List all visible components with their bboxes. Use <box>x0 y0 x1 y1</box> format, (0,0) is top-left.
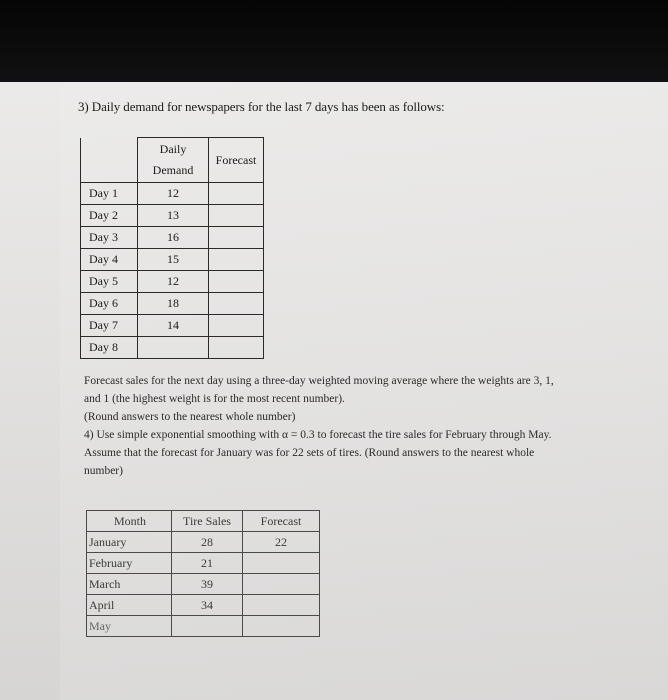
header-forecast: Forecast <box>243 511 320 532</box>
forecast-cell[interactable] <box>243 553 320 574</box>
forecast-cell[interactable] <box>209 337 264 359</box>
table-row <box>87 574 320 595</box>
day-cell: Day 4 <box>81 249 138 271</box>
forecast-cell[interactable] <box>243 574 320 595</box>
sales-cell <box>172 616 243 637</box>
forecast-cell[interactable] <box>209 227 264 249</box>
demand-cell: 16 <box>138 227 209 249</box>
month-cell: April <box>87 595 172 616</box>
q4-instruction-line: number) <box>84 465 123 477</box>
sales-cell: 39 <box>172 574 243 595</box>
day-cell: Day 5 <box>81 271 138 293</box>
table-row <box>81 293 264 315</box>
q3-instruction-line: Forecast sales for the next day using a three-day weighted moving average where the weights are 3, 1, <box>84 375 554 387</box>
header-daily-label: Daily <box>159 142 187 156</box>
table-row <box>81 315 264 337</box>
sales-cell: 28 <box>172 532 243 553</box>
demand-cell: 12 <box>138 271 209 293</box>
forecast-cell[interactable] <box>209 315 264 337</box>
header-demand-label: Demand <box>152 163 194 177</box>
q3-instruction-line: (Round answers to the nearest whole number) <box>84 411 296 423</box>
header-month: Month <box>87 511 172 532</box>
q4-instruction-line: Assume that the forecast for January was for 22 sets of tires. (Round answers to the nearest whole <box>84 447 535 459</box>
table-row <box>81 227 264 249</box>
forecast-cell[interactable] <box>209 271 264 293</box>
header-tire-sales: Tire Sales <box>172 511 243 532</box>
table-row <box>81 337 264 359</box>
table-row <box>87 553 320 574</box>
demand-cell: 15 <box>138 249 209 271</box>
header-daily-demand <box>138 138 209 183</box>
forecast-cell[interactable] <box>209 183 264 205</box>
sales-cell: 34 <box>172 595 243 616</box>
day-cell: Day 1 <box>81 183 138 205</box>
table-header-row <box>81 138 264 183</box>
newspaper-demand-table <box>80 137 264 359</box>
header-forecast: Forecast <box>209 138 264 183</box>
forecast-cell: 22 <box>243 532 320 553</box>
day-cell: Day 2 <box>81 205 138 227</box>
forecast-cell[interactable] <box>209 249 264 271</box>
demand-cell: 12 <box>138 183 209 205</box>
table-row <box>87 595 320 616</box>
worksheet-page <box>60 82 668 700</box>
demand-cell: 18 <box>138 293 209 315</box>
tire-sales-table <box>86 510 320 637</box>
q3-instruction-line: and 1 (the highest weight is for the most recent number). <box>84 393 345 405</box>
instructions-text <box>84 372 584 480</box>
table-row <box>81 183 264 205</box>
table-row <box>81 249 264 271</box>
table-row <box>81 205 264 227</box>
month-cell: January <box>87 532 172 553</box>
demand-cell: 14 <box>138 315 209 337</box>
table-row <box>87 616 320 637</box>
forecast-cell[interactable] <box>209 205 264 227</box>
table-header-row <box>87 511 320 532</box>
dark-background-band <box>0 0 668 82</box>
day-cell: Day 8 <box>81 337 138 359</box>
question-3-heading: 3) Daily demand for newspapers for the last 7 days has been as follows: <box>78 99 445 114</box>
forecast-cell[interactable] <box>209 293 264 315</box>
table-row <box>81 271 264 293</box>
day-cell: Day 6 <box>81 293 138 315</box>
day-cell: Day 7 <box>81 315 138 337</box>
forecast-cell[interactable] <box>243 616 320 637</box>
month-cell: March <box>87 574 172 595</box>
demand-cell <box>138 337 209 359</box>
header-empty-cell <box>81 138 138 183</box>
month-cell: May <box>87 616 172 637</box>
forecast-cell[interactable] <box>243 595 320 616</box>
demand-cell: 13 <box>138 205 209 227</box>
sales-cell: 21 <box>172 553 243 574</box>
day-cell: Day 3 <box>81 227 138 249</box>
q4-instruction-line: 4) Use simple exponential smoothing with α = 0.3 to forecast the tire sales for February through May. <box>84 429 552 441</box>
month-cell: February <box>87 553 172 574</box>
table-row <box>87 532 320 553</box>
